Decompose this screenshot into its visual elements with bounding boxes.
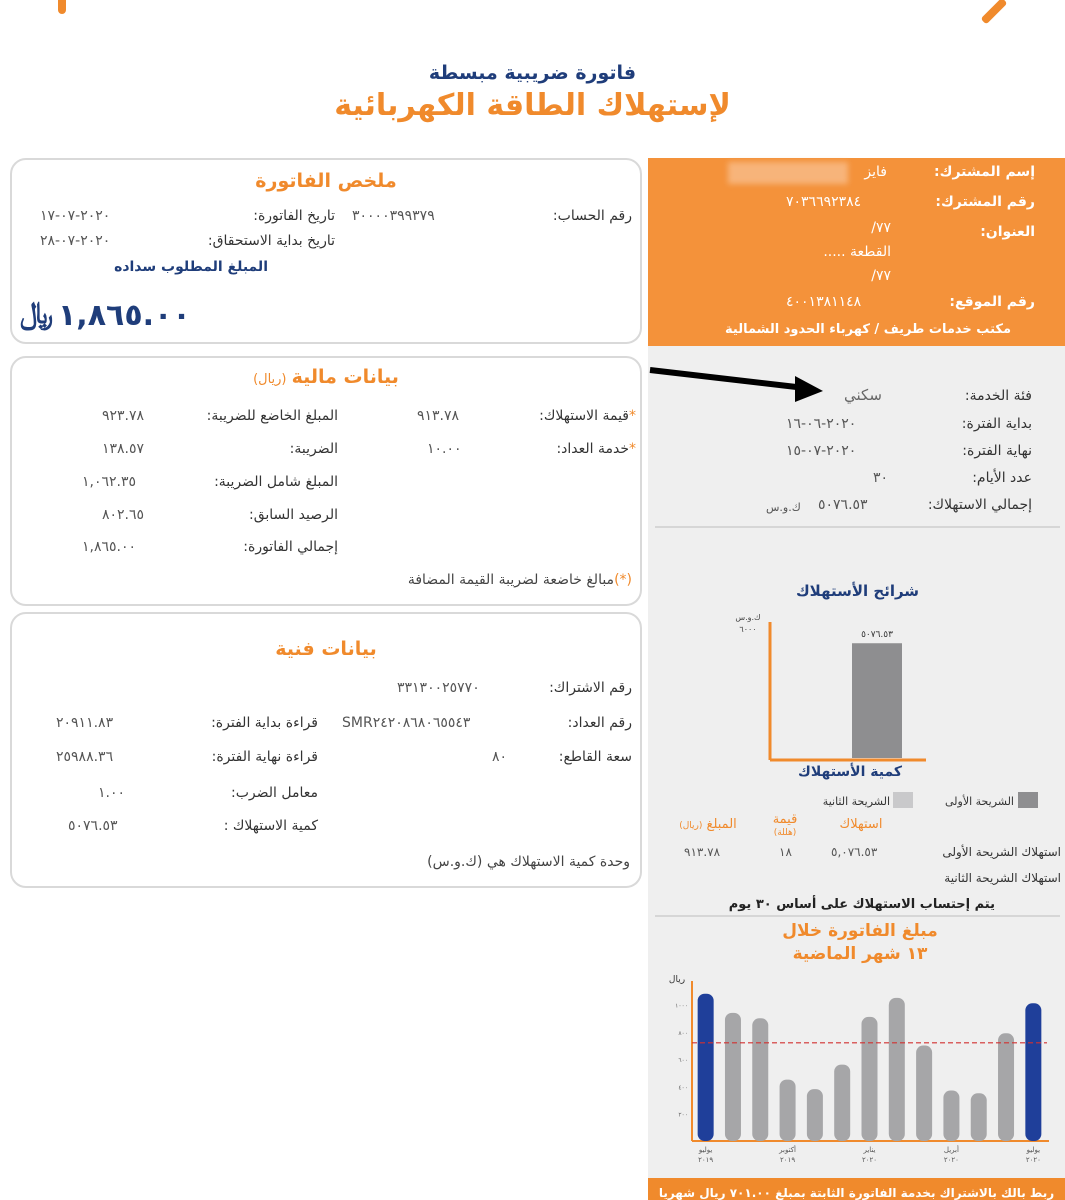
- financial-title: بيانات مالية: [291, 366, 399, 388]
- tax-label: الضريبة:: [289, 441, 338, 457]
- technical-card: [10, 612, 642, 888]
- col-amount-unit: (ريال): [679, 821, 703, 831]
- y-tick-label: ١٠٠٠: [675, 1002, 688, 1010]
- month-bar: [698, 994, 714, 1141]
- multiplier-label: معامل الضرب:: [231, 785, 318, 801]
- y-axis-unit: ك.و.س: [735, 613, 761, 622]
- incl-tax-label: المبلغ شامل الضريبة:: [214, 474, 338, 490]
- address-line1: /٧٧: [871, 220, 891, 236]
- period-start-label: بداية الفترة:: [961, 416, 1032, 432]
- x-tick-label: ٢٠١٩: [780, 1156, 796, 1164]
- breaker-value: ٨٠: [492, 749, 508, 765]
- tier1-consumption: ٥,٠٧٦.٥٣: [831, 845, 878, 859]
- x-tick-label: أكتوبر: [779, 1146, 796, 1154]
- period-start-value: ٢٠٢٠-٠٦-١٦: [786, 416, 857, 432]
- month-bar: [998, 1033, 1014, 1141]
- summary-card: [10, 158, 642, 344]
- incl-tax-value: ١,٠٦٢.٣٥: [82, 474, 137, 490]
- taxable-label: المبلغ الخاضع للضريبة:: [206, 408, 338, 424]
- consumption-value-row: [539, 408, 636, 424]
- tiers-chart-title: شرائح الأستهلاك: [795, 582, 920, 600]
- account-label: رقم الحساب:: [552, 208, 632, 224]
- col-amount-label: المبلغ: [706, 817, 737, 832]
- y-tick-label: ٨٠٠: [678, 1029, 688, 1037]
- tier1-row-label: استهلاك الشريحة الأولى: [942, 845, 1061, 859]
- month-bar: [889, 998, 905, 1141]
- x-tick-label: ٢٠٢٠: [943, 1156, 959, 1164]
- days-label: عدد الأيام:: [972, 470, 1032, 486]
- invoice-date-value: ٢٠٢٠-٠٧-١٧: [40, 208, 111, 224]
- x-tick-label: أبريل: [943, 1146, 959, 1154]
- due-start-label: تاريخ بداية الاستحقاق:: [207, 233, 335, 249]
- tiers-chart: [728, 610, 928, 762]
- y-tick-label: ٤٠٠: [678, 1084, 688, 1092]
- prev-balance-label: الرصيد السابق:: [249, 507, 338, 523]
- address-line3: /٧٧: [871, 268, 891, 284]
- meter-service-value: ١٠.٠٠: [427, 441, 462, 457]
- subscriber-number-value: ٧٠٣٦٦٩٢٣٨٤: [786, 194, 862, 210]
- x-tick-label: ٢٠٢٠: [1025, 1156, 1041, 1164]
- vat-footnote: [408, 572, 632, 588]
- location-label: رقم الموقع:: [949, 294, 1035, 310]
- tax-value: ١٣٨.٥٧: [102, 441, 145, 457]
- arrow-icon: [645, 360, 845, 410]
- y-axis-unit: ريال: [668, 975, 686, 985]
- monthly-chart-title-line2: ١٣ شهر الماضية: [792, 944, 928, 964]
- start-read-value: ٢٠٩١١.٨٣: [56, 715, 114, 731]
- days-value: ٣٠: [873, 470, 889, 486]
- x-tick-label: ٢٠١٩: [698, 1156, 714, 1164]
- x-tick-label: ٢٠٢٠: [861, 1156, 878, 1164]
- technical-title: بيانات فنية: [275, 638, 377, 660]
- subscription-label: رقم الاشتراك:: [549, 680, 632, 696]
- amount-due-label: المبلغ المطلوب سداده: [114, 259, 268, 275]
- month-bar: [1025, 1003, 1041, 1141]
- end-read-value: ٢٥٩٨٨.٣٦: [56, 749, 114, 765]
- tiers-chart-xlabel: كمية الأستهلاك: [797, 764, 902, 780]
- consumption-value-label: قيمة الاستهلاك:: [539, 408, 629, 424]
- tier1-amount: ٩١٣.٧٨: [684, 845, 721, 859]
- subscriber-box: [648, 158, 1065, 346]
- legend-tier2-label: الشريحة الثانية: [822, 795, 890, 808]
- month-bar: [752, 1018, 768, 1141]
- vat-footnote-text: مبالغ خاضعة لضريبة القيمة المضافة: [407, 572, 615, 588]
- financial-title-row: [12, 366, 640, 388]
- month-bar: [943, 1091, 959, 1141]
- col-value-subheader: (هللة): [773, 828, 797, 838]
- footer-banner: [648, 1178, 1065, 1200]
- meter-value: SMR٢٤٢٠٨٦٨٠٦٥٥٤٣: [342, 715, 471, 731]
- y-tick-label: ٢٠٠: [678, 1111, 688, 1119]
- y-tick-label: ٦٠٠: [678, 1057, 688, 1065]
- col-consumption-header: استهلاك: [839, 817, 883, 832]
- month-bar: [971, 1093, 987, 1141]
- location-value: ٤٠٠١٣٨١١٤٨: [786, 294, 862, 310]
- breaker-label: سعة القاطع:: [558, 749, 632, 765]
- period-end-label: نهاية الفترة:: [962, 443, 1032, 459]
- x-tick-label: يوليو: [698, 1146, 713, 1154]
- period-end-value: ٢٠٢٠-٠٧-١٥: [786, 443, 857, 459]
- month-bar: [780, 1080, 796, 1141]
- legend-tier1-label: الشريحة الأولى: [944, 795, 1014, 808]
- divider: [655, 915, 1060, 917]
- asterisk-mark: *: [629, 441, 636, 457]
- tier1-value: ١٨: [779, 845, 792, 859]
- month-bar: [725, 1013, 741, 1141]
- address-label: العنوان:: [980, 224, 1035, 240]
- end-read-label: قراءة نهاية الفترة:: [211, 749, 318, 765]
- col-value-header: قيمة: [772, 812, 798, 827]
- x-tick-label: يناير: [863, 1146, 876, 1154]
- corner-mark-left: [58, 0, 66, 14]
- basis-note: يتم إحتساب الاستهلاك على أساس ٣٠ يوم: [728, 897, 995, 912]
- header-subtitle: فاتورة ضريبية مبسطة: [428, 62, 637, 84]
- subscriber-name-label: إسم المشترك:: [934, 164, 1035, 180]
- monthly-chart-title-line1: مبلغ الفاتورة خلال: [782, 921, 938, 941]
- subscriber-name-value: فايز: [864, 164, 887, 180]
- category-value: سكني: [844, 386, 882, 404]
- amount-due-value: ١,٨٦٥.٠٠: [58, 298, 191, 333]
- total-consumption-unit: ك.و.س: [766, 501, 801, 514]
- monthly-chart: [660, 968, 1055, 1172]
- month-bar: [807, 1089, 823, 1141]
- prev-balance-value: ٨٠٢.٦٥: [102, 507, 145, 523]
- due-start-value: ٢٠٢٠-٠٧-٢٨: [40, 233, 111, 249]
- start-read-label: قراءة بداية الفترة:: [211, 715, 318, 731]
- currency-symbol: ﷼: [20, 296, 54, 331]
- address-line2: القطعة .....: [823, 244, 891, 260]
- office-text: مكتب خدمات طريف / كهرباء الحدود الشمالية: [725, 322, 1011, 337]
- total-value: ١,٨٦٥.٠٠: [82, 539, 137, 555]
- financial-card: [10, 356, 642, 606]
- footer-banner-text: ربط بالك بالاشتراك بخدمة الفاتورة الثابتة بمبلغ ٧٠١.٠٠ ريال شهريا: [658, 1186, 1055, 1200]
- tier-bar: [852, 643, 902, 758]
- x-tick-label: يوليو: [1026, 1146, 1041, 1154]
- unit-note: وحدة كمية الاستهلاك هي (ك.و.س): [427, 854, 630, 870]
- col-amount-header: [668, 817, 748, 832]
- financial-title-unit: (ريال): [253, 372, 287, 387]
- tech-consumption-value: ٥٠٧٦.٥٣: [68, 818, 118, 834]
- divider: [655, 526, 1060, 528]
- tier2-row-label: استهلاك الشريحة الثانية: [944, 871, 1061, 885]
- name-redaction: [728, 162, 848, 184]
- month-bar: [916, 1046, 932, 1141]
- legend-tier1-swatch: [1018, 792, 1038, 808]
- meter-service-row: [556, 441, 636, 457]
- y-tick-label: ٦٠٠٠: [739, 625, 757, 634]
- tech-consumption-label: كمية الاستهلاك :: [223, 818, 318, 834]
- total-label: إجمالي الفاتورة:: [243, 539, 338, 555]
- invoice-date-label: تاريخ الفاتورة:: [253, 208, 335, 224]
- tier-bar-label: ٥٠٧٦.٥٣: [861, 630, 893, 641]
- total-consumption-value: ٥٠٧٦.٥٣: [818, 497, 868, 513]
- consumption-value: ٩١٣.٧٨: [417, 408, 460, 424]
- month-bar: [862, 1017, 878, 1141]
- meter-service-label: خدمة العداد:: [556, 441, 629, 457]
- meter-label: رقم العداد:: [567, 715, 632, 731]
- summary-title: ملخص الفاتورة: [255, 170, 397, 192]
- vat-footnote-mark: (*): [614, 572, 632, 588]
- account-value: ٣٠٠٠٠٣٩٩٣٧٩: [352, 208, 435, 224]
- total-consumption-label: إجمالي الاستهلاك:: [927, 497, 1032, 513]
- multiplier-value: ١.٠٠: [98, 785, 126, 801]
- header-title: لإستهلاك الطاقة الكهربائية: [334, 88, 731, 123]
- category-label: فئة الخدمة:: [964, 388, 1032, 404]
- month-bar: [834, 1065, 850, 1141]
- legend-tier2-swatch: [893, 792, 913, 808]
- corner-mark-right: [981, 0, 1008, 24]
- subscription-value: ٣٣١٣٠٠٢٥٧٧٠: [397, 680, 480, 696]
- subscriber-number-label: رقم المشترك:: [935, 194, 1035, 210]
- taxable-value: ٩٢٣.٧٨: [102, 408, 145, 424]
- asterisk-mark: *: [629, 408, 636, 424]
